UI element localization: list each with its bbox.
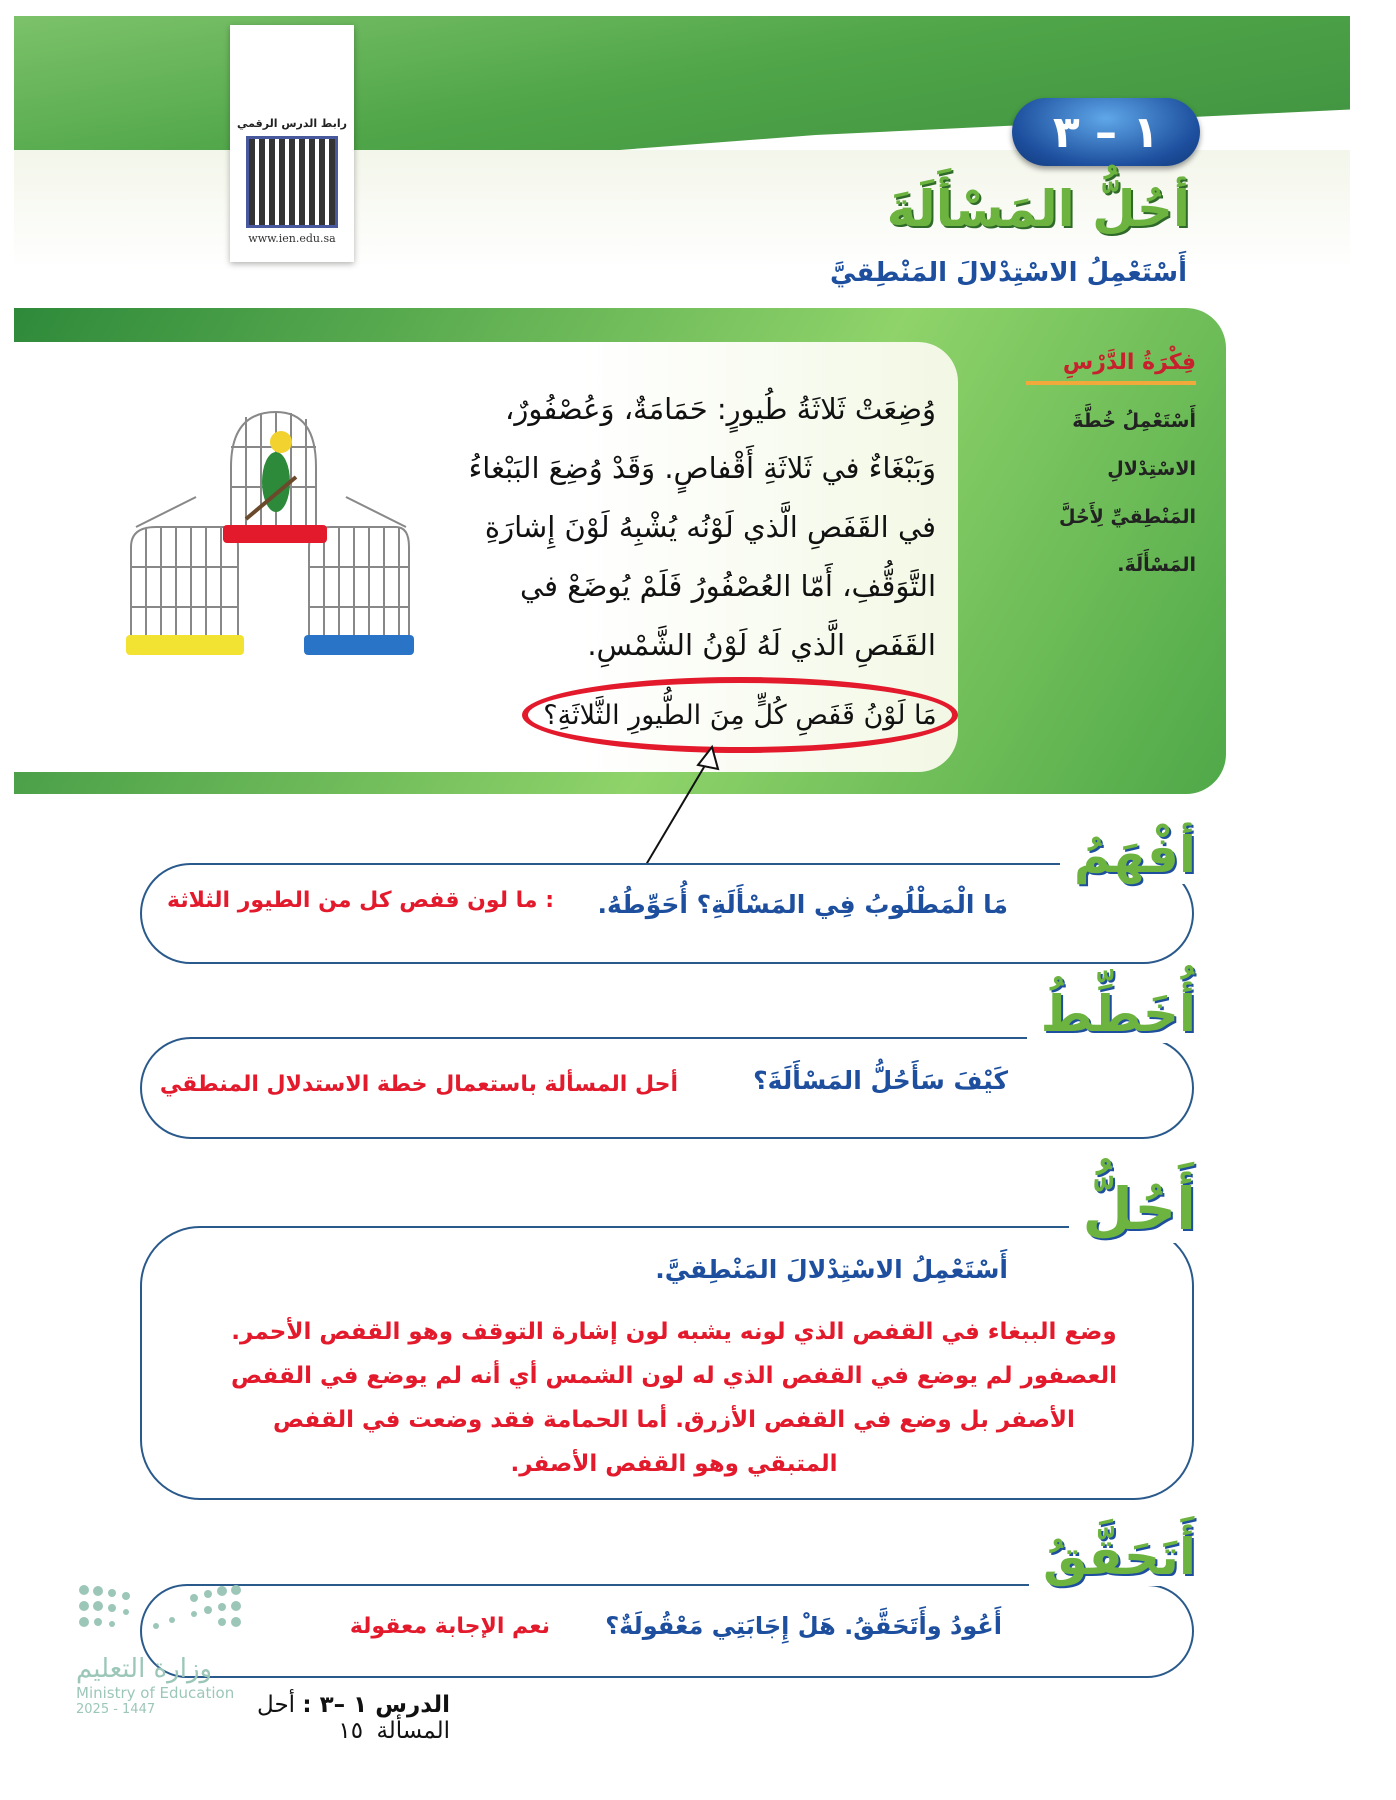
- qr-url[interactable]: www.ien.edu.sa: [248, 232, 336, 245]
- understand-heading: أفْهَمُ: [1060, 826, 1200, 884]
- story-question-circled: [522, 677, 958, 753]
- page-footer: [180, 1692, 450, 1744]
- story-question: مَا لَوْنُ قَفَصِ كُلٍّ مِنَ الطُّيورِ الثَّلاثَةِ؟: [543, 699, 937, 731]
- footer-lesson-label: الدرس ١ –٣ :: [302, 1692, 450, 1718]
- solve-heading: أَحُلُّ: [1069, 1175, 1200, 1243]
- page-number: ١٥: [338, 1718, 364, 1744]
- ministry-dots-icon: [76, 1582, 246, 1642]
- ministry-year: 2025 - 1447: [76, 1702, 156, 1717]
- ministry-name-ar: وزارة التعليم: [76, 1654, 213, 1684]
- bird-cages-illustration: [126, 407, 476, 697]
- check-prompt: أَعُودُ وأَتَحَقَّقُ. هَلْ إِجَابَتِي مَعْقُولَةٌ؟: [605, 1612, 1002, 1640]
- lesson-idea: [1026, 350, 1196, 589]
- plan-answer[interactable]: أحل المسألة باستعمال خطة الاستدلال المنطقي: [159, 1072, 678, 1097]
- qr-label: رابط الدرس الرقمي: [237, 117, 347, 130]
- check-answer[interactable]: نعم الإجابة معقولة: [349, 1614, 550, 1639]
- lesson-number-badge: ١ – ٣: [1012, 98, 1200, 166]
- qr-code-icon[interactable]: [246, 136, 338, 228]
- page-subtitle: أَسْتَعْمِلُ الاسْتِدْلالَ المَنْطِقيَّ: [830, 258, 1187, 288]
- solve-answer[interactable]: وضع الببغاء في القفص الذي لونه يشبه لون إشارة التوقف وهو القفص الأحمر. العصفور لم يوضع في القفص الذي له لون الشمس أي أنه لم يوضع في القفص الأصفر بل وضع في القفص الأزرق. أما الحمامة فقد وضعت في القفص المتبقي وهو القفص الأصفر.: [231, 1319, 1117, 1477]
- qr-card[interactable]: [230, 25, 354, 262]
- solve-prompt: أَسْتَعْمِلُ الاسْتِدْلالَ المَنْطِقيَّ.: [655, 1255, 1008, 1284]
- plan-heading: أُخَطِّطُ: [1027, 985, 1200, 1043]
- lesson-idea-heading: فِكْرَةُ الدَّرْسِ: [1026, 350, 1196, 385]
- check-heading: أَتَحَقَّقُ: [1029, 1528, 1200, 1586]
- plan-prompt: كَيْفَ سَأَحُلُّ المَسْأَلَةَ؟: [753, 1066, 1008, 1095]
- lesson-idea-text: أَسْتَعْمِلُ خُطَّةَ الاسْتِدْلالِ المَنْطِقيِّ لِأَحُلَّ المَسْأَلَةَ.: [1059, 410, 1196, 576]
- footer-lesson-title: أحل المسألة: [257, 1692, 450, 1744]
- ministry-name-en: Ministry of Education: [76, 1684, 235, 1702]
- story-text: وُضِعَتْ ثَلاثَةُ طُيورٍ: حَمَامَةٌ، وَعُصْفُورٌ، وَبَبْغَاءٌ في ثَلاثَةِ أَقْفاصٍ. وَقَدْ وُضِعَ البَبْغاءُ في القَفَصِ الَّذي لَوْنُه يُشْبِهُ لَوْنَ إِشارَةِ التَّوَقُّفِ، أَمّا العُصْفُورُ فَلَمْ يُوضَعْ في القَفَصِ الَّذي لَهُ لَوْنُ الشَّمْسِ.: [468, 392, 936, 662]
- page-title: أحُلُّ المَسْأَلَةَ: [886, 180, 1190, 238]
- understand-answer[interactable]: : ما لون قفص كل من الطيور الثلاثة: [167, 888, 554, 913]
- understand-prompt: مَا الْمَطْلُوبُ فِي المَسْأَلَةِ؟ أُحَوِّطُهُ.: [597, 890, 1008, 919]
